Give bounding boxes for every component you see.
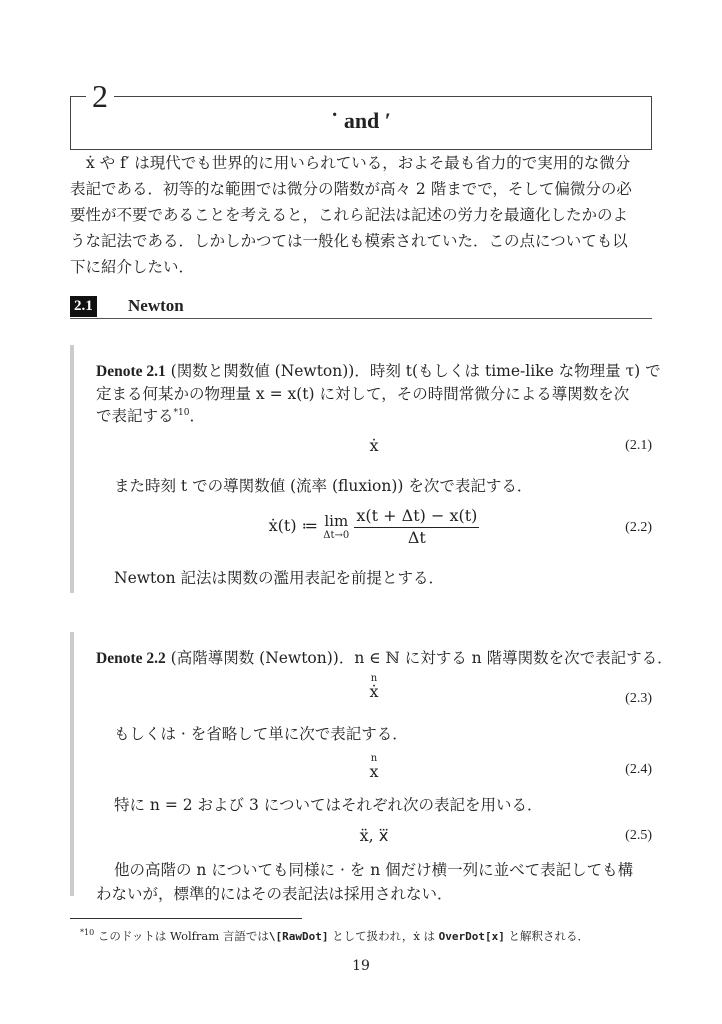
denote-sidebar: [70, 632, 74, 896]
lim-subscript: Δt→0: [323, 530, 350, 541]
section-number: 2.1: [70, 296, 97, 317]
order-superscript: n: [370, 673, 378, 684]
intro-line: ẋ や f′ は現代でも世界的に用いられている，およそ最も省力的で実用的な微分: [86, 154, 631, 172]
equation-number: (2.1): [625, 438, 652, 453]
denote-text: 定まる何某かの物理量 x = x(t) に対して，その時間常微分による導関数を次: [96, 385, 630, 403]
denote-sidebar: [70, 345, 74, 593]
equation: [96, 674, 652, 700]
chapter-title: ˙ and ′: [331, 108, 391, 133]
denote-text: Newton 記法は関数の濫用表記を前提とする．: [114, 569, 444, 587]
equation: [96, 506, 652, 547]
denote-text-end: [96, 404, 652, 426]
footnote-mark: *10: [80, 928, 95, 938]
eq-base: ẋ: [369, 682, 379, 701]
footnote-rule: [70, 918, 302, 919]
denominator: Δt: [407, 528, 426, 547]
denote-label: Denote 2.1: [96, 363, 166, 380]
equation-number: (2.2): [625, 520, 652, 535]
equation: [96, 754, 652, 780]
intro-line: うな記法である．しかしかつては一般化も模索されていた．この点についても以: [70, 232, 628, 250]
intro-line: 表記である．初等的な範囲では微分の階数が高々 2 階までで，そして偏微分の必: [70, 180, 632, 198]
order-superscript: n: [370, 753, 378, 764]
footnote-text: このドットは Wolfram 言語では: [94, 929, 269, 943]
chapter-number: 2: [86, 78, 114, 115]
denote-text: (関数と関数値 (Newton))．時刻 t(もしくは time-like な物理量 τ) で: [165, 362, 661, 380]
limit: [323, 512, 349, 541]
footnote-code: OverDot[x]: [438, 930, 505, 943]
lim-label: lim: [324, 512, 349, 530]
denote-text: わないが，標準的にはその表記法は採用されない．: [96, 885, 453, 903]
footnote: [80, 928, 589, 944]
denote-text: 特に n = 2 および 3 についてはそれぞれ次の表記を用いる．: [114, 796, 543, 814]
numerator: x(t + Δt) − x(t): [354, 506, 479, 528]
page-number: 19: [352, 958, 370, 974]
intro-line: 要性が不要であることを考えると，これら記法は記述の労力を最適化したかのよ: [70, 206, 629, 224]
denote-text: もしくは · を省略して単に次で表記する．: [114, 725, 408, 743]
denote-heading: [96, 646, 673, 668]
footnote-mark: *10: [173, 407, 190, 418]
intro-line: 下に紹介したい．: [70, 258, 195, 276]
footnote-text: と解釈される．: [504, 929, 590, 943]
denote-heading: [96, 359, 661, 381]
denote-text: また時刻 t での導関数値 (流率 (fluxion)) を次で表記する．: [114, 477, 533, 495]
section-rule: [70, 318, 652, 319]
denote-label: Denote 2.2: [96, 650, 166, 667]
equation: ẋ: [369, 436, 379, 455]
equation: ẍ, x⃛: [359, 826, 389, 845]
denote-text: 他の高階の n についても同様に · を n 個だけ横一列に並べて表記しても構: [114, 861, 634, 879]
fraction: [354, 506, 479, 547]
denote-text: で表記する: [96, 407, 174, 425]
footnote-text: として扱われ，ẋ は: [328, 929, 439, 943]
eq-lhs: ẋ(t) ≔: [268, 516, 319, 535]
period: ．: [189, 407, 205, 425]
equation-number: (2.3): [625, 691, 652, 706]
eq-base: x: [369, 762, 379, 781]
equation-number: (2.4): [625, 762, 652, 777]
section-title: Newton: [128, 296, 184, 315]
footnote-code: \[RawDot]: [268, 930, 329, 943]
denote-text: (高階導関数 (Newton))．n ∈ ℕ に対する n 階導関数を次で表記する．: [165, 649, 673, 667]
equation-number: (2.5): [625, 828, 652, 843]
